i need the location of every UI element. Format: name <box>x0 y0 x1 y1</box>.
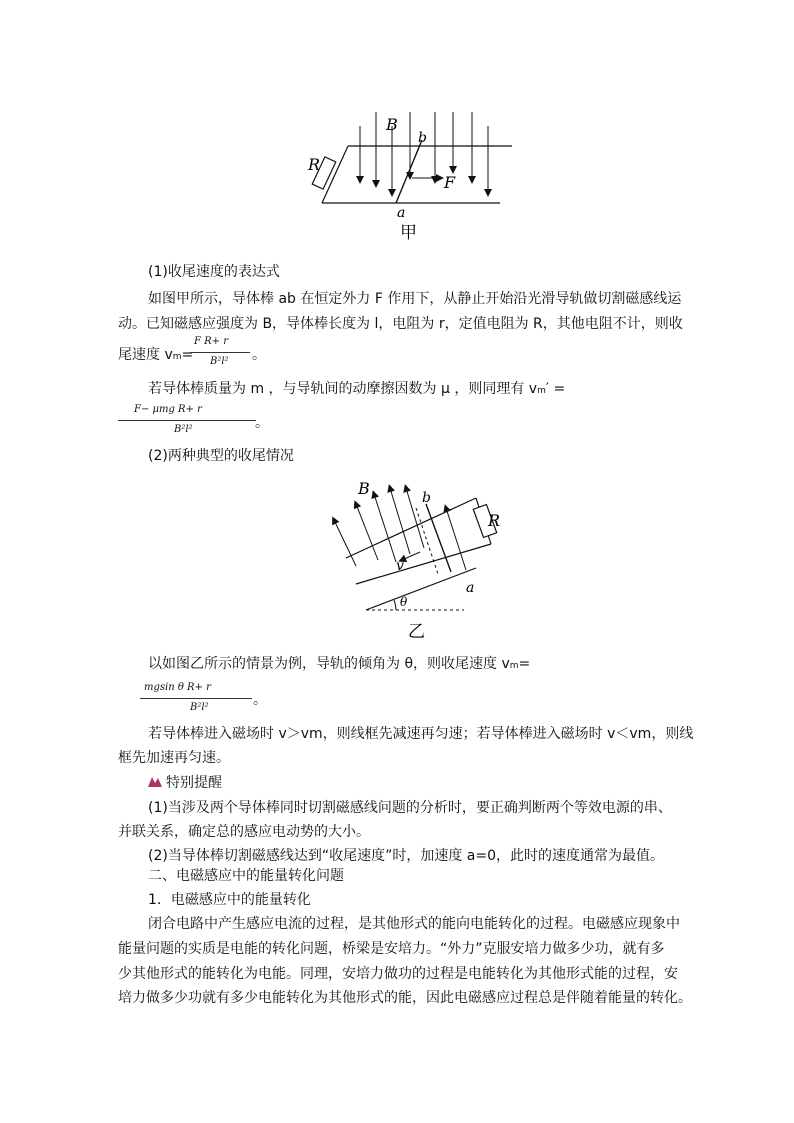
formula-2-numerator: F− μmg R+ r <box>134 404 202 415</box>
paragraph-5-line-4: 培力做多少功就有多少电能转化为其他形式的能，因此电磁感应过程总是伴随着能量的转化。 <box>118 990 692 1006</box>
p1-prefix: 尾速度 v <box>118 347 173 363</box>
label-B-yi: B <box>358 479 370 498</box>
tip-2: (2)当导体棒切割磁感线达到“收尾速度”时，加速度 a=0，此时的速度通常为最值。 <box>148 848 665 864</box>
caption-yi: 乙 <box>408 622 425 642</box>
formula-1-numerator: F R+ r <box>194 336 228 347</box>
formula-1-period: 。 <box>252 347 266 363</box>
paragraph-1-line-2: 动。已知磁感应强度为 B，导体棒长度为 l，电阻为 r，定值电阻为 R，其他电阻不计，则收 <box>118 316 683 332</box>
paragraph-5-line-1: 闭合电路中产生感应电流的过程，是其他形式的能向电能转化的过程。电磁感应现象中 <box>148 916 680 932</box>
p1-sub: m <box>172 352 182 362</box>
label-a-yi: a <box>466 580 475 596</box>
label-b-yi: b <box>422 490 431 506</box>
formula-3-denominator: B²l² <box>190 702 209 713</box>
p1-eq: = <box>181 347 194 363</box>
formula-1-bar <box>190 352 250 353</box>
label-a-jia: a <box>397 205 406 221</box>
label-v-yi: v <box>396 558 404 574</box>
formula-3-period: 。 <box>253 692 267 708</box>
label-b-jia: b <box>418 130 427 146</box>
label-B-jia: B <box>386 115 398 134</box>
caption-jia: 甲 <box>400 223 417 243</box>
formula-2-bar <box>118 420 256 421</box>
section-2-heading: (2)两种典型的收尾情况 <box>148 448 294 464</box>
tip-icon <box>146 775 164 789</box>
paragraph-5-line-3: 少其他形式的能转化为电能。同理，安培力做功的过程是电能转化为其他形式能的过程，安 <box>118 966 678 982</box>
label-R-jia: R <box>308 155 321 174</box>
label-R-yi: R <box>488 511 501 530</box>
tip-1-line-2: 并联关系，确定总的感应电动势的大小。 <box>118 824 370 840</box>
paragraph-4-line-1: 若导体棒进入磁场时 v＞vm，则线框先减速再匀速；若导体棒进入磁场时 v＜vm，则线 <box>148 726 694 742</box>
figure-yi <box>316 474 516 644</box>
formula-3-bar <box>140 698 252 699</box>
tip-heading: 特别提醒 <box>146 773 222 793</box>
formula-2-denominator: B²l² <box>174 424 193 435</box>
tip-1-line-1: (1)当涉及两个导体棒同时切割磁感线问题的分析时，要正确判断两个等效电源的串、 <box>148 800 672 816</box>
label-F-jia: F <box>444 173 456 192</box>
section-1-heading: (1)收尾速度的表达式 <box>148 264 280 280</box>
label-theta-yi: θ <box>400 595 408 609</box>
paragraph-3-line-1: 以如图乙所示的情景为例，导轨的倾角为 θ，则收尾速度 vm= <box>148 656 531 672</box>
figure-jia-diagram <box>300 108 520 248</box>
formula-2-period: 。 <box>255 415 269 431</box>
paragraph-2-line-1: 若导体棒质量为 m ，与导轨间的动摩擦因数为 μ ，则同理有 vm′ = <box>148 381 566 397</box>
paragraph-1-line-3 <box>118 345 193 367</box>
figure-jia <box>300 108 520 248</box>
formula-1-denominator: B²l² <box>210 356 229 367</box>
section-two-heading: 二、电磁感应中的能量转化问题 <box>148 868 344 884</box>
section-two-subheading: 1．电磁感应中的能量转化 <box>148 892 311 908</box>
figure-yi-diagram <box>316 474 516 644</box>
paragraph-1-line-1: 如图甲所示，导体棒 ab 在恒定外力 F 作用下，从静止开始沿光滑导轨做切割磁感线运 <box>148 291 682 307</box>
paragraph-5-line-2: 能量问题的实质是电能的转化问题，桥梁是安培力。“外力”克服安培力做多少功，就有多 <box>118 941 665 957</box>
paragraph-4-line-2: 框先加速再匀速。 <box>118 750 230 766</box>
formula-3-numerator: mgsin θ R+ r <box>144 682 211 693</box>
